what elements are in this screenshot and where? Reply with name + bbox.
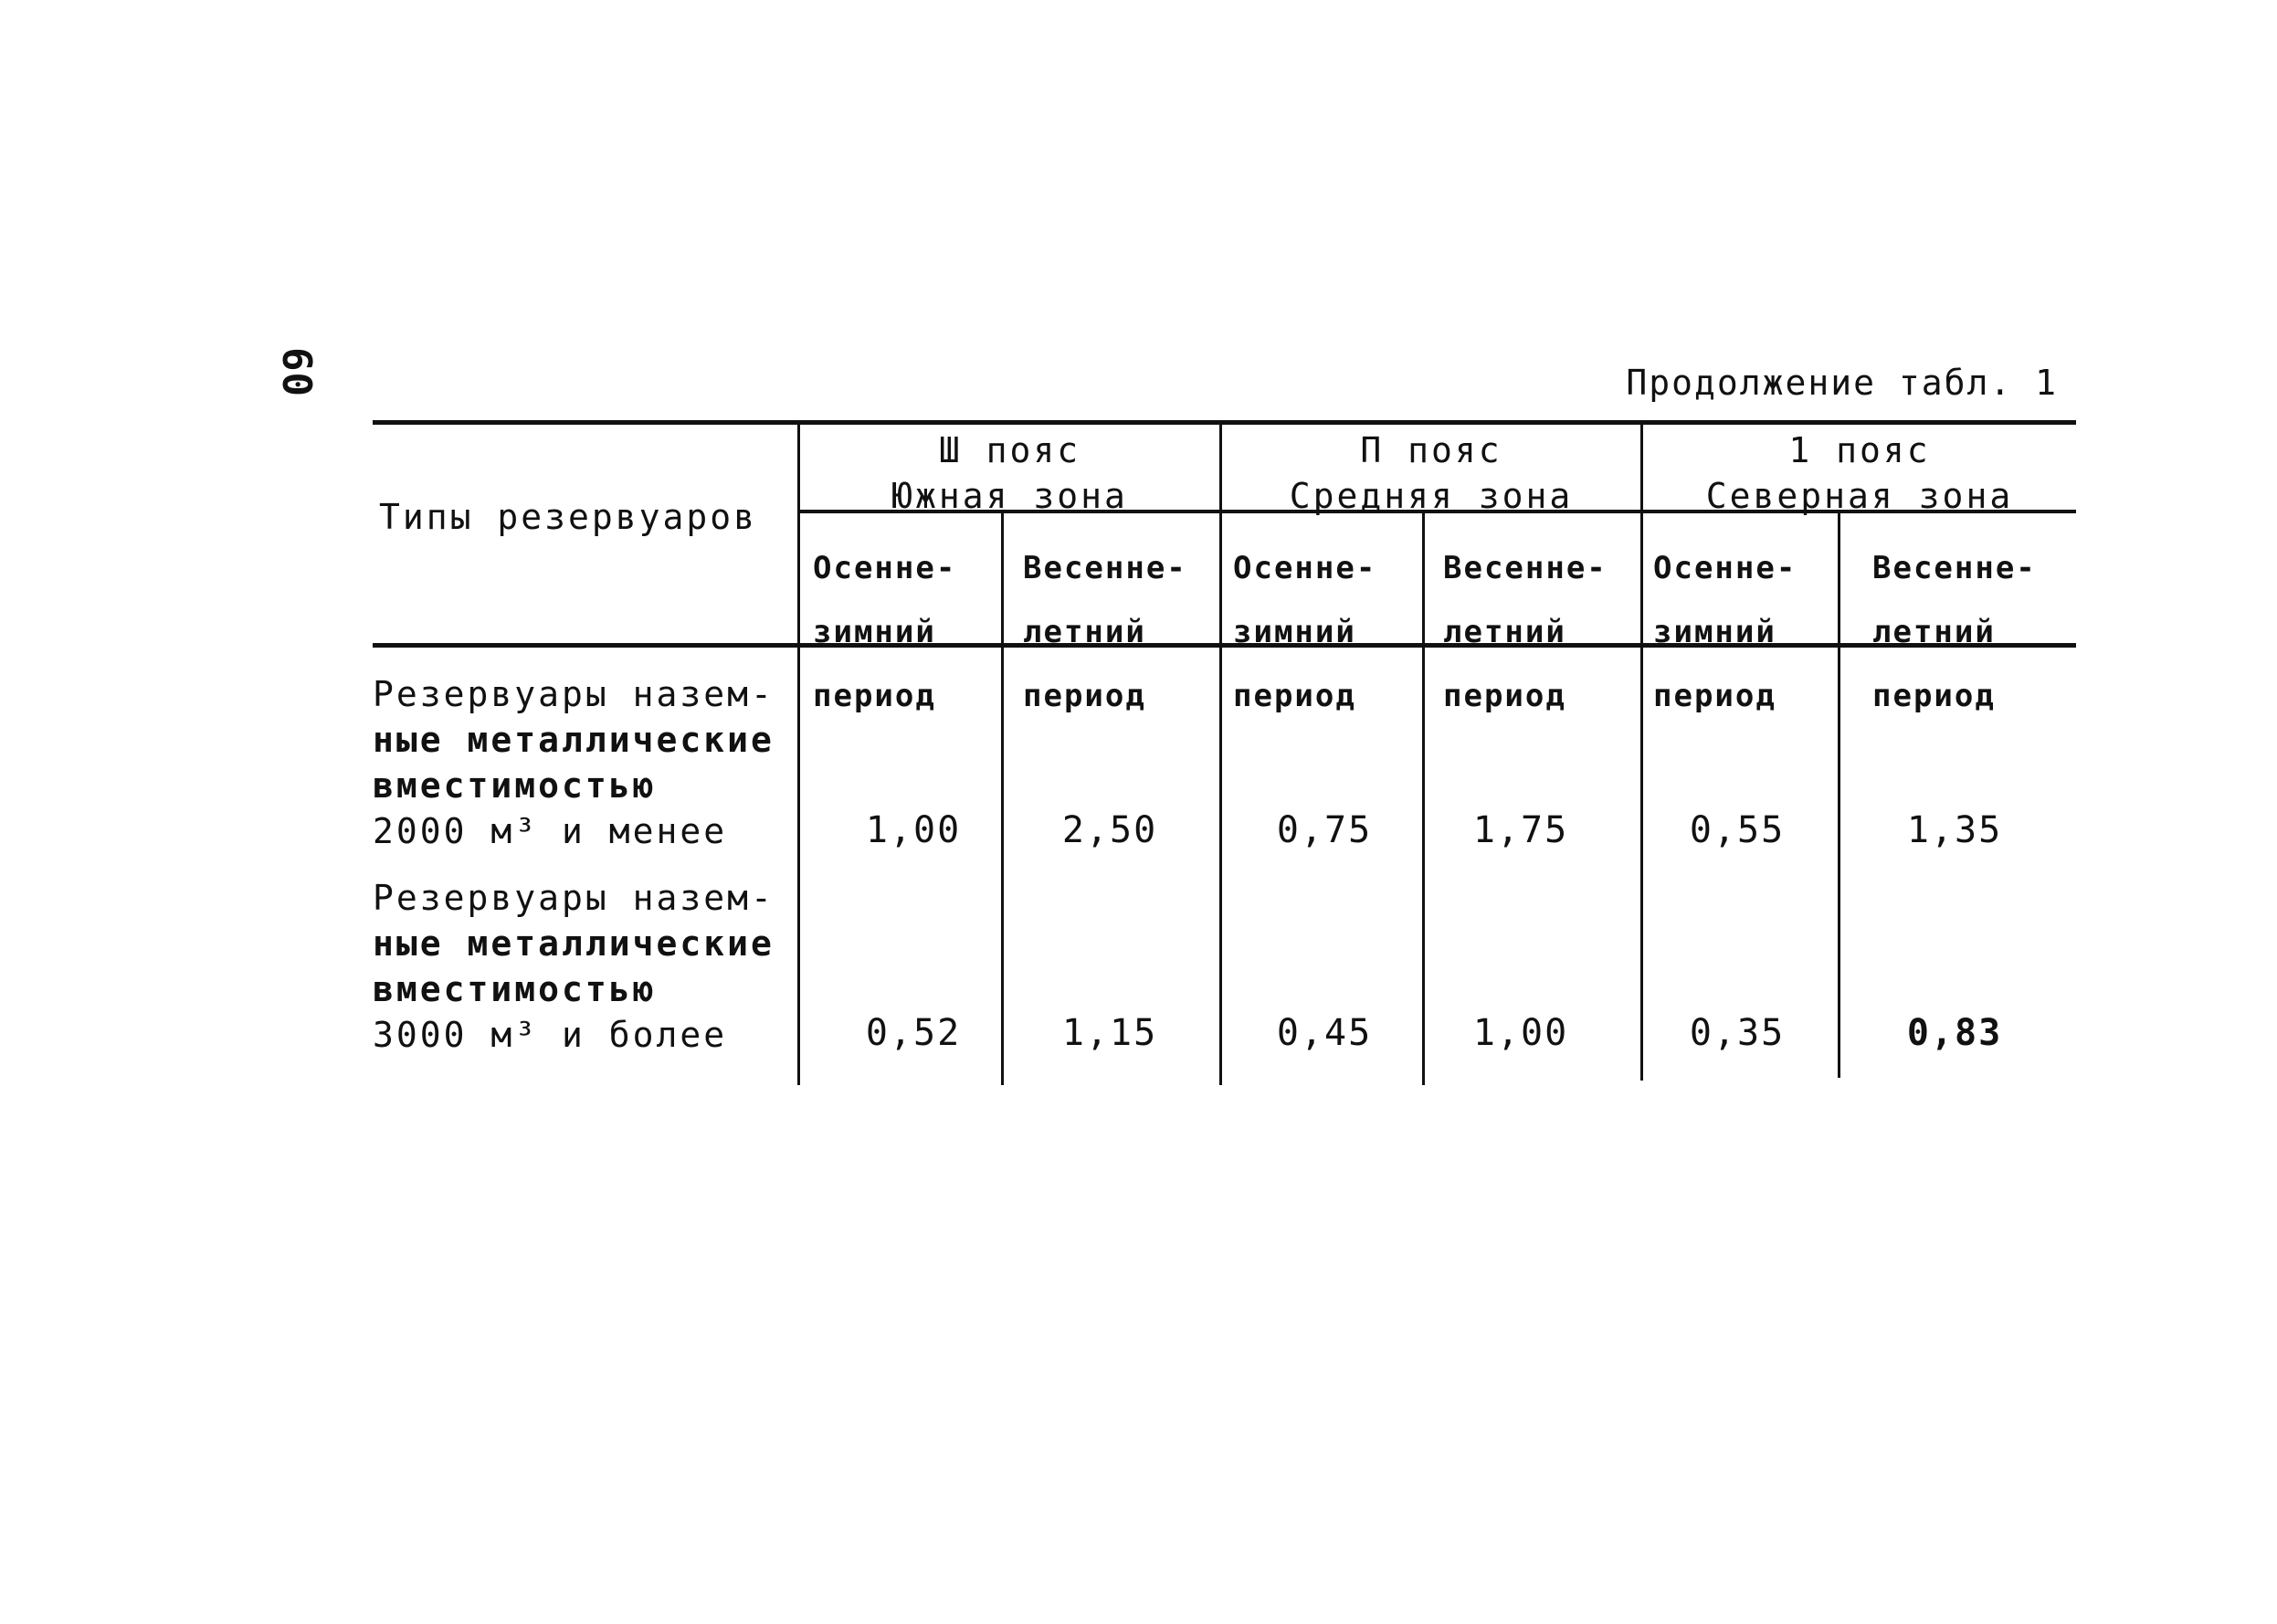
table-cell: 1,00 [865,809,962,851]
period-header [1023,521,1187,744]
table-cell: 1,75 [1472,809,1569,851]
column-divider [1838,511,1840,1078]
type-column-header: Типы резервуаров [379,497,758,537]
period-header [1653,521,1797,744]
period-line: летний [1872,614,1996,650]
row-label-line: Резервуары назем- [373,878,775,918]
row-label-line: ные металлические [373,923,775,964]
table-cell: 0,35 [1689,1012,1786,1054]
column-divider [1001,511,1004,1085]
table-top-rule [373,420,2076,425]
period-line: период [1872,678,1996,714]
table-cell: 0,75 [1276,809,1373,851]
table-cell: 1,00 [1472,1012,1569,1054]
column-divider [1219,423,1222,1085]
period-line: Осенне- [1653,550,1797,586]
period-line: зимний [1653,614,1776,650]
period-line: период [813,678,936,714]
zone-header-middle [1222,427,1640,519]
table-cell: 1,35 [1906,809,2003,851]
period-line: летний [1443,614,1566,650]
table-cell: 0,45 [1276,1012,1373,1054]
period-line: Осенне- [1233,550,1377,586]
zone-header-north [1643,427,2076,519]
table-cell: 1,15 [1061,1012,1158,1054]
zone-label: Северная зона [1705,476,2014,516]
period-line: Весенне- [1023,550,1187,586]
row-label-line: вместимостью [373,765,657,806]
period-header [1443,521,1608,744]
belt-label: Ш пояс [938,430,1081,470]
column-divider [1422,511,1425,1085]
table-cell: 0,83 [1906,1012,2003,1054]
row-label [373,671,775,854]
period-line: летний [1023,614,1146,650]
period-header [813,521,956,744]
period-line: период [1023,678,1146,714]
header-bottom-rule [373,643,2076,648]
column-divider [797,423,800,1085]
row-label-line: вместимостью [373,969,657,1009]
row-label-line: ные металлические [373,720,775,760]
table-cell: 0,52 [865,1012,962,1054]
period-line: период [1233,678,1356,714]
table-cell: 0,55 [1689,809,1786,851]
period-line: Осенне- [813,550,957,586]
zone-label: Средняя зона [1289,476,1574,516]
period-line: Весенне- [1443,550,1608,586]
row-label-line: Резервуары назем- [373,674,775,714]
period-line: зимний [813,614,936,650]
row-label-line: 3000 м³ и более [373,1015,728,1055]
period-header [1233,521,1376,744]
belt-label: 1 пояс [1788,430,1931,470]
row-label [373,875,775,1058]
period-header [1872,521,2037,744]
table-cell: 2,50 [1061,809,1158,851]
period-line: период [1653,678,1776,714]
row-label-line: 2000 м³ и менее [373,811,728,851]
zone-header-south [800,427,1219,519]
page-number: 60 [273,347,320,397]
zone-label: Южная зона [891,476,1128,516]
column-divider [1640,423,1643,1081]
period-line: зимний [1233,614,1356,650]
period-line: Весенне- [1872,550,2037,586]
continuation-caption: Продолжение табл. 1 [1626,363,2058,403]
period-line: период [1443,678,1566,714]
belt-label: П пояс [1360,430,1502,470]
